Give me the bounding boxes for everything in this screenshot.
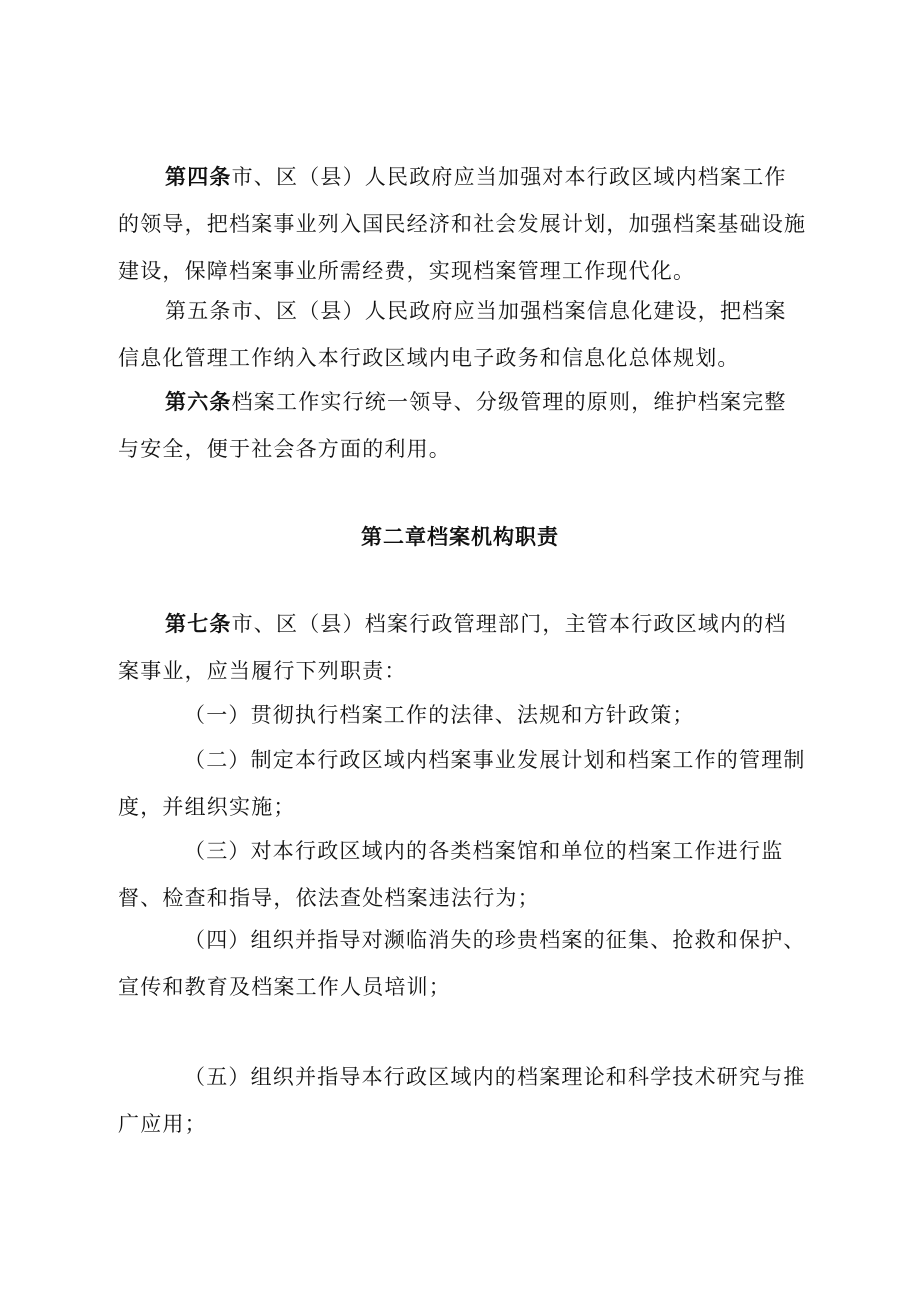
article-6-lead: 第六条 (165, 390, 232, 414)
article-7-text: 市、区（县）档案行政管理部门，主管本行政区域内的档案事业，应当履行下列职责： (118, 612, 787, 683)
article-5-text: 第五条市、区（县）人民政府应当加强档案信息化建设，把档案信息化管理工作纳入本行政区域内电子政务和信息化总体规划。 (118, 299, 787, 370)
article-4-lead: 第四条 (165, 165, 232, 189)
duty-item-2: （二）制定本行政区域内档案事业发展计划和档案工作的管理制度，并组织实施； (118, 748, 806, 819)
article-5 (118, 288, 808, 382)
article-6-text: 档案工作实行统一领导、分级管理的原则，维护档案完整与安全，便于社会各方面的利用。 (118, 390, 787, 461)
article-6 (118, 379, 808, 473)
article-4-text: 市、区（县）人民政府应当加强对本行政区域内档案工作的领导，把档案事业列入国民经济和社会发展计划，加强档案基础设施建设，保障档案事业所需经费，实现档案管理工作现代化。 (118, 165, 807, 283)
article-7-lead: 第七条 (165, 612, 232, 636)
duty-item-3: （三）对本行政区域内的各类档案馆和单位的档案工作进行监督、检查和指导，依法查处档案违法行为； (118, 839, 784, 910)
article-4 (118, 154, 808, 295)
duty-item-5: （五）组织并指导本行政区域内的档案理论和科学技术研究与推广应用； (118, 1065, 806, 1136)
article-7 (118, 601, 808, 695)
duty-item-4: （四）组织并指导对濒临消失的珍贵档案的征集、抢救和保护、宣传和教育及档案工作人员培训； (118, 928, 806, 999)
chapter-heading: 第二章档案机构职责 (361, 525, 559, 549)
duty-item-1: （一）贯彻执行档案工作的法律、法规和方针政策； (184, 703, 695, 727)
